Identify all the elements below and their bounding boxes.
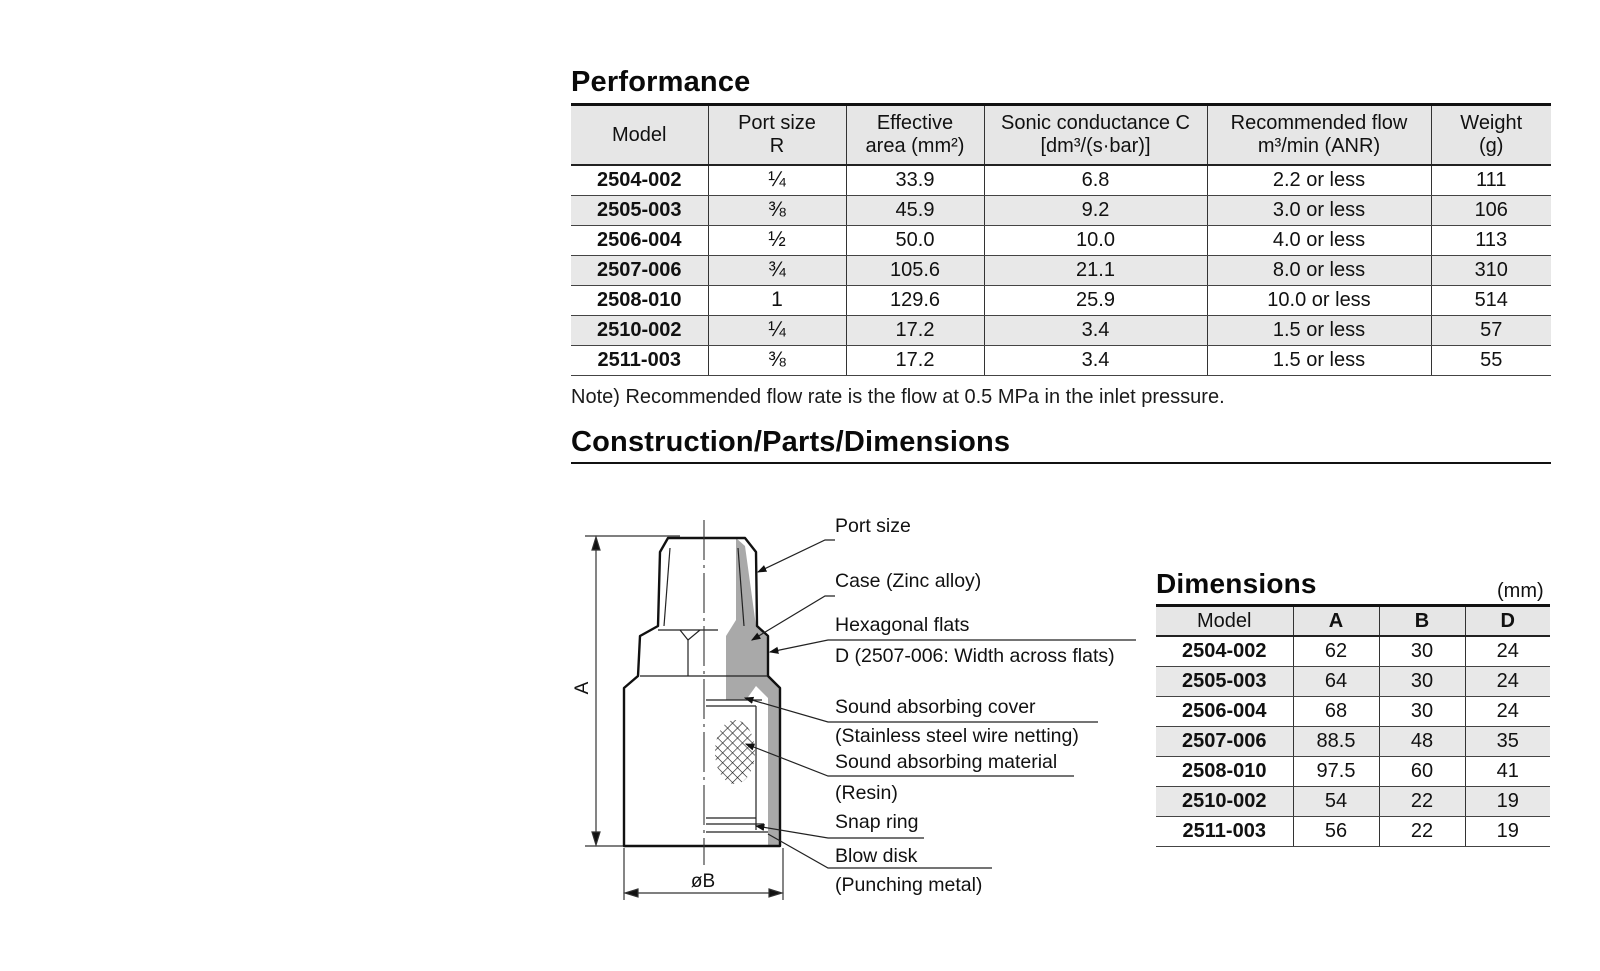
header-effective-area: Effective area (mm²): [846, 106, 984, 165]
header-b: B: [1379, 607, 1465, 636]
cell-sonic: 3.4: [984, 315, 1207, 345]
construction-title: Construction/Parts/Dimensions: [571, 426, 1011, 458]
table-row: [1156, 636, 1550, 666]
cell-d: 35: [1465, 726, 1550, 756]
cell-b: 30: [1379, 666, 1465, 696]
label-blow-disk: Blow disk: [835, 845, 918, 867]
cell-flow: 10.0 or less: [1207, 285, 1431, 315]
dimensions-header-row: [1156, 607, 1550, 636]
dimension-a-label: A: [572, 681, 593, 695]
cell-flow: 1.5 or less: [1207, 345, 1431, 375]
cell-sonic: 21.1: [984, 255, 1207, 285]
table-row: [571, 225, 1551, 255]
cell-b: 22: [1379, 816, 1465, 846]
label-blow-disk-detail: (Punching metal): [835, 874, 983, 896]
cell-weight: 106: [1431, 195, 1551, 225]
label-sound-absorbing-cover: Sound absorbing cover: [835, 696, 1036, 718]
cell-sonic: 10.0: [984, 225, 1207, 255]
cell-a: 54: [1293, 786, 1379, 816]
dimensions-table: [1156, 607, 1550, 847]
label-case: Case (Zinc alloy): [835, 570, 982, 592]
header-sonic-conductance: Sonic conductance C [dm³/(s·bar)]: [984, 106, 1207, 165]
label-sound-absorbing-cover-detail: (Stainless steel wire netting): [835, 725, 1079, 747]
header-a: A: [1293, 607, 1379, 636]
table-row: [1156, 816, 1550, 846]
table-row: [571, 315, 1551, 345]
performance-table: [571, 106, 1551, 376]
label-snap-ring: Snap ring: [835, 811, 919, 833]
cell-model: 2508-010: [571, 285, 708, 315]
cell-a: 68: [1293, 696, 1379, 726]
cell-port: ⅜: [708, 345, 846, 375]
performance-header-row: [571, 106, 1551, 165]
cell-flow: 3.0 or less: [1207, 195, 1431, 225]
cell-sonic: 3.4: [984, 345, 1207, 375]
dimensions-units: (mm): [1497, 580, 1544, 602]
table-row: [1156, 696, 1550, 726]
case-section-fill: [726, 538, 780, 846]
dimensions-title: Dimensions: [1156, 568, 1317, 599]
label-port-size: Port size: [835, 515, 911, 537]
cell-area: 129.6: [846, 285, 984, 315]
sound-absorbing-material-mesh: [715, 720, 755, 784]
header-weight: Weight (g): [1431, 106, 1551, 165]
cell-d: 24: [1465, 636, 1550, 666]
cell-b: 48: [1379, 726, 1465, 756]
table-row: [571, 255, 1551, 285]
cell-flow: 4.0 or less: [1207, 225, 1431, 255]
dimension-b-label: øB: [690, 871, 716, 892]
cell-model: 2507-006: [1156, 726, 1293, 756]
cell-d: 24: [1465, 666, 1550, 696]
cell-model: 2511-003: [1156, 816, 1293, 846]
table-row: [571, 285, 1551, 315]
label-sound-absorbing-material: Sound absorbing material: [835, 751, 1058, 773]
cell-area: 17.2: [846, 345, 984, 375]
performance-title: Performance: [571, 66, 751, 98]
cell-port: ¾: [708, 255, 846, 285]
cell-a: 88.5: [1293, 726, 1379, 756]
cell-b: 60: [1379, 756, 1465, 786]
cell-port: ¼: [708, 315, 846, 345]
cell-flow: 1.5 or less: [1207, 315, 1431, 345]
cell-d: 19: [1465, 816, 1550, 846]
cell-b: 22: [1379, 786, 1465, 816]
cell-model: 2508-010: [1156, 756, 1293, 786]
construction-rule: [571, 462, 1551, 464]
cell-sonic: 25.9: [984, 285, 1207, 315]
cell-area: 105.6: [846, 255, 984, 285]
cell-b: 30: [1379, 696, 1465, 726]
performance-note: Note) Recommended flow rate is the flow at 0.5 MPa in the inlet pressure.: [571, 386, 1225, 408]
cell-model: 2506-004: [1156, 696, 1293, 726]
table-row: [1156, 756, 1550, 786]
cell-port: 1: [708, 285, 846, 315]
cell-model: 2506-004: [571, 225, 708, 255]
cell-flow: 2.2 or less: [1207, 165, 1431, 195]
cell-d: 19: [1465, 786, 1550, 816]
cell-area: 45.9: [846, 195, 984, 225]
header-port-size: Port size R: [708, 106, 846, 165]
cell-model: 2504-002: [1156, 636, 1293, 666]
cell-sonic: 9.2: [984, 195, 1207, 225]
cell-a: 62: [1293, 636, 1379, 666]
cell-b: 30: [1379, 636, 1465, 666]
cell-port: ¼: [708, 165, 846, 195]
cell-weight: 113: [1431, 225, 1551, 255]
table-row: [571, 165, 1551, 195]
header-d: D: [1465, 607, 1550, 636]
header-model: Model: [571, 106, 708, 165]
header-recommended-flow: Recommended flow m³/min (ANR): [1207, 106, 1431, 165]
cell-model: 2504-002: [571, 165, 708, 195]
label-hexagonal-flats: Hexagonal flats: [835, 614, 970, 636]
table-row: [1156, 726, 1550, 756]
cell-area: 17.2: [846, 315, 984, 345]
label-sound-absorbing-material-detail: (Resin): [835, 782, 898, 804]
cell-model: 2510-002: [1156, 786, 1293, 816]
table-row: [1156, 666, 1550, 696]
label-hexagonal-flats-d: D (2507-006: Width across flats): [835, 645, 1115, 667]
cell-weight: 310: [1431, 255, 1551, 285]
cell-area: 33.9: [846, 165, 984, 195]
cell-flow: 8.0 or less: [1207, 255, 1431, 285]
cell-model: 2511-003: [571, 345, 708, 375]
cell-a: 56: [1293, 816, 1379, 846]
cell-weight: 514: [1431, 285, 1551, 315]
cell-weight: 55: [1431, 345, 1551, 375]
cell-model: 2507-006: [571, 255, 708, 285]
table-row: [571, 195, 1551, 225]
table-row: [571, 345, 1551, 375]
cell-model: 2505-003: [571, 195, 708, 225]
cell-weight: 111: [1431, 165, 1551, 195]
cell-model: 2510-002: [571, 315, 708, 345]
cell-area: 50.0: [846, 225, 984, 255]
cell-a: 97.5: [1293, 756, 1379, 786]
cell-sonic: 6.8: [984, 165, 1207, 195]
cell-d: 24: [1465, 696, 1550, 726]
cell-model: 2505-003: [1156, 666, 1293, 696]
header-model: Model: [1156, 607, 1293, 636]
cell-weight: 57: [1431, 315, 1551, 345]
cell-d: 41: [1465, 756, 1550, 786]
cell-a: 64: [1293, 666, 1379, 696]
cell-port: ½: [708, 225, 846, 255]
dimension-a: [585, 536, 680, 846]
table-row: [1156, 786, 1550, 816]
cell-port: ⅜: [708, 195, 846, 225]
